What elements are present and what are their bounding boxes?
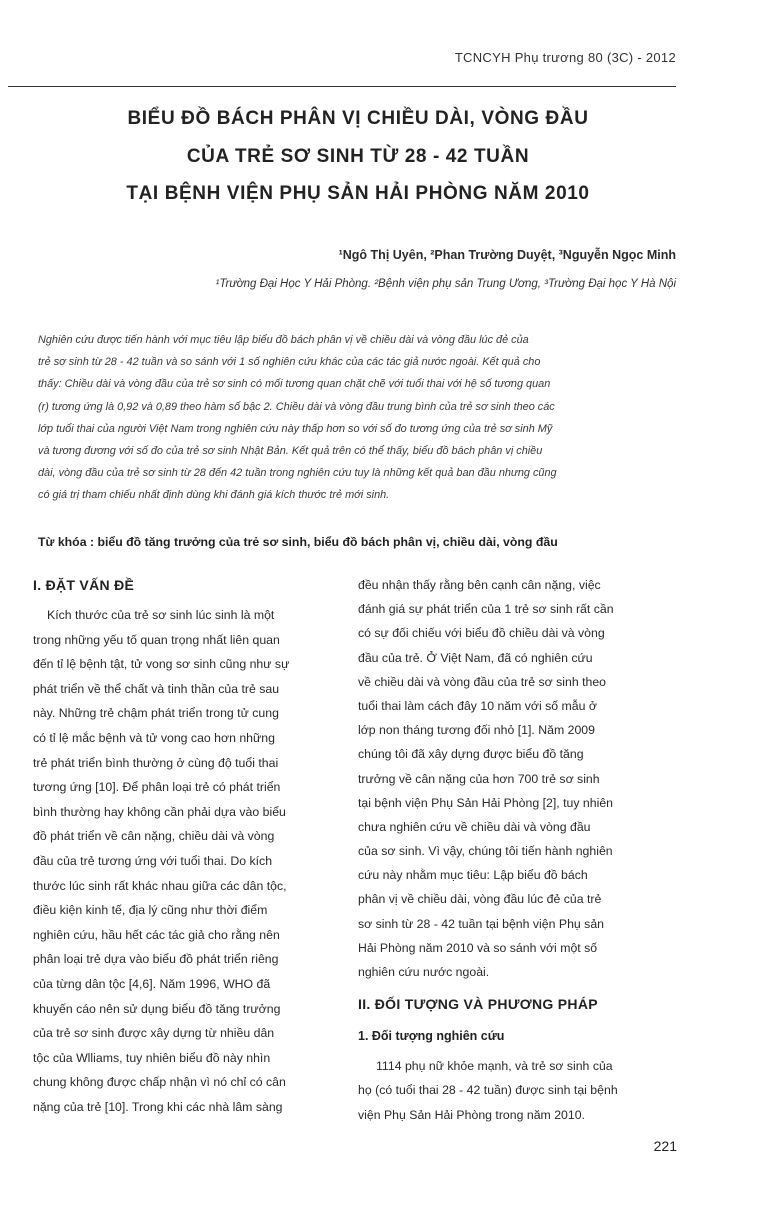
body-line: điều kiện kinh tế, địa lý cũng như thời điểm [33,903,268,918]
body-line: Hải Phòng năm 2010 và so sánh với một số [358,940,598,955]
abstract [38,334,676,512]
title-line-2: CỦA TRẺ SƠ SINH TỪ 28 - 42 TUẦN [186,146,530,167]
body-line: tương ứng [10]. Để phân loại trẻ có phát triển [33,780,281,795]
body-line: của trẻ sơ sinh được xây dựng từ nhiều dân [33,1026,275,1041]
body-line: khuyến cáo nên sử dụng biểu đồ tăng trưởng [33,1001,281,1016]
body-line: bình thường hay không cần phải dựa vào biểu [33,804,286,819]
section-heading-methods: II. ĐỐI TƯỢNG VÀ PHƯƠNG PHÁP [358,996,598,1013]
body-line: thước lúc sinh rất khác nhau giữa các dân tộc, [33,878,287,893]
body-line: viện Phụ Sản Hải Phòng trong năm 2010. [358,1107,585,1122]
section-heading-introduction: I. ĐẶT VẤN ĐỀ [33,577,135,593]
subsection-heading-subjects: 1. Đối tượng nghiên cứu [358,1029,505,1044]
body-line: họ (có tuổi thai 28 - 42 tuần) được sinh tại bệnh [358,1083,618,1098]
body-line: chúng tôi đã xây dựng được biểu đồ tăng [358,747,584,762]
body-line: này. Những trẻ chậm phát triển trong tử cung [33,706,279,721]
body-line: đầu của trẻ tương ứng với tuổi thai. Do kích [33,853,273,868]
body-line: đồ phát triển về cân nặng, chiều dài và vòng [33,829,275,844]
body-line: cứu này nhằm mục tiêu: Lập biểu đồ bách [358,868,588,883]
keywords: Từ khóa : biểu đồ tăng trưởng của trẻ sơ sinh, biểu đồ bách phân vị, chiều dài, vòng đầu [38,535,558,549]
body-line: nặng của trẻ [10]. Trong khi các nhà lâm sàng [33,1099,283,1114]
title-line-3: TẠI BỆNH VIỆN PHỤ SẢN HẢI PHÒNG NĂM 2010 [126,183,590,204]
body-line: trẻ phát triển bình thường ở cùng độ tuổi thai [33,755,279,770]
body-line: phân loại trẻ dựa vào biểu đồ phát triển riêng [33,952,279,967]
body-line: của từng dân tộc [4,6]. Năm 1996, WHO đã [33,976,271,991]
journal-header: TCNCYH Phụ trương 80 (3C) - 2012 [454,50,676,65]
body-line: trưởng về cân nặng của hơn 700 trẻ sơ sinh [358,771,600,786]
abstract-line: trẻ sơ sinh từ 28 - 42 tuần và so sánh với 1 số nghiên cứu khác của các tác giả nước ngoài. Kết quả cho [38,356,541,369]
body-line: có sự đối chiếu với biểu đồ chiều dài và vòng [358,626,605,641]
body-line: phát triển về thể chất và tinh thần của trẻ sau [33,681,280,696]
abstract-line: (r) tương ứng là 0,92 và 0,89 theo hàm số bậc 2. Chiều dài và vòng đầu trung bình của trẻ sơ sinh theo các [38,400,555,413]
body-line: đến tỉ lệ bệnh tật, tử vong sơ sinh cũng như sự [33,657,290,672]
body-line: nghiên cứu, hầu hết các tác giả cho rằng nên [33,927,280,942]
body-line: đều nhận thấy rằng bên cạnh cân nặng, việc [358,578,601,592]
body-line: Kích thước của trẻ sơ sinh lúc sinh là một [47,608,275,622]
body-line: chưa nghiên cứu về chiều dài và vòng đầu [358,819,591,834]
body-line: trong những yếu tố quan trọng nhất liên quan [33,632,280,647]
body-line: đánh giá sự phát triển của 1 trẻ sơ sinh rất cần [358,602,614,617]
body-line: phân vị về chiều dài, vòng đầu lúc đẻ của trẻ [358,892,602,907]
abstract-line: và tương đương với số đo của trẻ sơ sinh Nhật Bản. Kết quả trên có thể thấy, biểu đồ bách phân vị chiều [38,444,543,457]
right-column [358,573,678,1127]
abstract-line: lớp tuổi thai của người Việt Nam trong nghiên cứu này thấp hơn so với số đo tương ứng của trẻ sơ sinh Mỹ [38,422,553,435]
abstract-line: thấy: Chiều dài và vòng đầu của trẻ sơ sinh có mối tương quan chặt chẽ với tuổi thai với hệ số tương quan [38,378,551,391]
affiliations: ¹Trường Đại Học Y Hải Phòng. ²Bệnh viện phụ sản Trung Ương, ³Trường Đại học Y Hà Nội [215,278,676,290]
abstract-line: Nghiên cứu được tiến hành với mục tiêu lập biểu đồ bách phân vị về chiều dài và vòng đầu lúc đẻ của [38,334,529,346]
title-line-1: BIỂU ĐỒ BÁCH PHÂN VỊ CHIỀU DÀI, VÒNG ĐẦU [127,108,589,129]
left-column [33,573,333,1119]
body-line: đầu của trẻ. Ở Việt Nam, đã có nghiên cứu [358,650,593,665]
body-line: chung không được chấp nhận vì nó chỉ có cân [33,1075,286,1090]
body-line: về chiều dài và vòng đầu của trẻ sơ sinh theo [358,674,607,689]
body-line: 1114 phụ nữ khỏe mạnh, và trẻ sơ sinh của [376,1059,613,1074]
body-line: lớp non tháng tương đối nhỏ [1]. Năm 2009 [358,723,595,738]
body-line: tuổi thai làm cách đây 10 năm với số mẫu ở [358,698,597,713]
body-line: sơ sinh từ 28 - 42 tuần tại bệnh viện Phụ sản [358,916,604,931]
body-line: tộc của Wlliams, tuy nhiên biểu đồ này nhìn [33,1050,271,1065]
body-line: của sơ sinh. Vì vậy, chúng tôi tiến hành nghiên [358,844,613,859]
body-line: tại bệnh viện Phụ Sản Hải Phòng [2], tuy nhiên [358,795,613,810]
authors: ¹Ngô Thị Uyên, ²Phan Trường Duyệt, ³Nguyễn Ngọc Minh [338,248,676,262]
page-number: 221 [653,1138,677,1154]
abstract-line: có giá trị tham chiếu nhất định dùng khi đánh giá kích thước trẻ mới sinh. [38,489,390,502]
body-line: có tỉ lệ mắc bệnh và tử vong cao hơn những [33,730,275,745]
header-rule [8,86,676,87]
abstract-line: dài, vòng đầu của trẻ sơ sinh từ 28 đến 42 tuần trong nghiên cứu tuy là những kết quả ban đầu nhưng cũng [38,467,557,480]
body-line: nghiên cứu nước ngoài. [358,965,490,979]
